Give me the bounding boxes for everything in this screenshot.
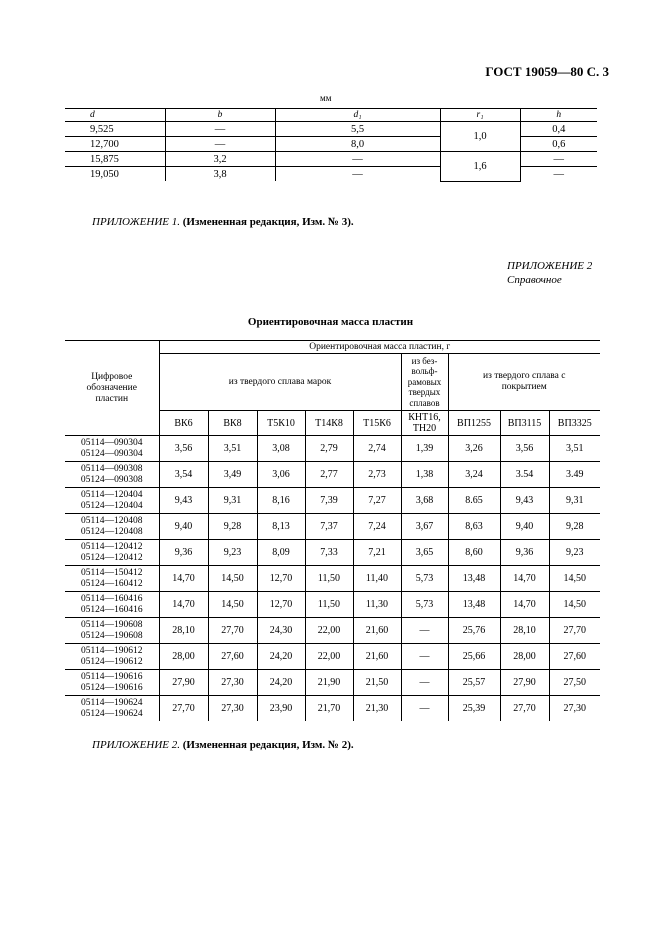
mass-value-cell: — [401, 670, 448, 696]
designation-code: 05124—190608 [80, 630, 143, 641]
dimensions-table [65, 108, 597, 182]
mass-value-cell: 13,48 [448, 592, 500, 618]
appendix2-title: ПРИЛОЖЕНИЕ 2 [507, 260, 593, 272]
appendix1-label: ПРИЛОЖЕНИЕ 1. [92, 216, 180, 228]
mass-value-cell: 27,70 [208, 618, 257, 644]
table-row [65, 462, 600, 488]
mass-value-cell: 25,66 [448, 644, 500, 670]
mass-value-cell: 2,77 [305, 462, 353, 488]
group-tungsten-free-header [401, 354, 448, 411]
mass-value-cell: 3,51 [208, 436, 257, 462]
designation-code: 05124—120412 [80, 552, 143, 563]
cell-d: 9,525 [65, 122, 165, 137]
mass-value-cell: 27,30 [549, 696, 600, 722]
mass-value-cell: 8,13 [257, 514, 305, 540]
designation-code: 05114—120408 [81, 515, 143, 526]
cell-b: 3,8 [165, 167, 275, 182]
mass-value-cell: 25,76 [448, 618, 500, 644]
mass-value-cell: 27,90 [159, 670, 208, 696]
mass-value-cell: 9,23 [208, 540, 257, 566]
mass-value-cell: 8,60 [448, 540, 500, 566]
appendix2-subtitle: Справочное [507, 274, 562, 286]
appendix2-heading [507, 259, 592, 287]
designation-code: 05114—120412 [81, 541, 143, 552]
mass-value-cell: 9,28 [208, 514, 257, 540]
mass-value-cell: 1,38 [401, 462, 448, 488]
mass-value-cell: 27,60 [208, 644, 257, 670]
designation-code: 05124—190616 [80, 682, 143, 693]
mass-value-cell: 5,73 [401, 592, 448, 618]
mass-value-cell: 7,37 [305, 514, 353, 540]
designation-code: 05124—090304 [80, 448, 143, 459]
mass-value-cell: 27,70 [159, 696, 208, 722]
group-tungsten-free-text: из без-вольф-рамовых твердых сплавов [407, 355, 442, 408]
table-row [65, 540, 600, 566]
designation-code: 05114—150412 [81, 567, 143, 578]
mass-value-cell: 14,70 [159, 566, 208, 592]
designation-code: 05124—120404 [80, 500, 143, 511]
col-header-d: d [65, 109, 165, 122]
designation-code: 05114—190608 [81, 619, 143, 630]
table-row [65, 566, 600, 592]
designation-cell [65, 436, 159, 462]
table-row [65, 514, 600, 540]
mass-table-body [65, 436, 600, 722]
grade-header: Т5К10 [257, 411, 305, 436]
mass-value-cell: 11,50 [305, 592, 353, 618]
mass-value-cell: 14,70 [500, 592, 549, 618]
designation-cell [65, 566, 159, 592]
designation-cell [65, 462, 159, 488]
cell-h: 0,4 [520, 122, 597, 137]
mass-value-cell: 9,23 [549, 540, 600, 566]
appendix2-note [92, 739, 354, 751]
mass-value-cell: 27,70 [549, 618, 600, 644]
designation-cell [65, 514, 159, 540]
designation-code: 05114—190624 [81, 697, 143, 708]
designation-cell [65, 592, 159, 618]
mass-value-cell: 21,60 [353, 618, 401, 644]
mass-value-cell: 12,70 [257, 592, 305, 618]
mass-value-cell: 22,00 [305, 618, 353, 644]
cell-b: 3,2 [165, 152, 275, 167]
group-hard-header: из твердого сплава марок [159, 354, 401, 411]
cell-d1: 8,0 [275, 137, 440, 152]
mass-value-cell: 11,30 [353, 592, 401, 618]
cell-d: 15,875 [65, 152, 165, 167]
mass-value-cell: 7,27 [353, 488, 401, 514]
table2-header-row-1 [65, 341, 600, 354]
grade-header: Т15К6 [353, 411, 401, 436]
grade-header [401, 411, 448, 436]
cell-r1: 1,0 [440, 122, 520, 152]
mass-value-cell: 22,00 [305, 644, 353, 670]
mass-value-cell: — [401, 618, 448, 644]
grade-header-text: КНТ16, ТН20 [408, 412, 441, 434]
mass-value-cell: 28,10 [159, 618, 208, 644]
mass-value-cell: 3,06 [257, 462, 305, 488]
mass-value-cell: 23,90 [257, 696, 305, 722]
designation-code: 05114—120404 [81, 489, 143, 500]
mass-value-cell: 24,30 [257, 618, 305, 644]
mass-value-cell: 11,40 [353, 566, 401, 592]
cell-b: — [165, 122, 275, 137]
designation-code: 05124—120408 [80, 526, 143, 537]
grade-header: ВП3115 [500, 411, 549, 436]
mass-value-cell: 1,39 [401, 436, 448, 462]
mass-value-cell: 2,73 [353, 462, 401, 488]
mass-value-cell: 14,50 [208, 592, 257, 618]
table-row [65, 592, 600, 618]
designation-code: 05124—160416 [80, 604, 143, 615]
mass-value-cell: 3,08 [257, 436, 305, 462]
designation-code: 05114—190616 [81, 671, 143, 682]
grade-header: ВК8 [208, 411, 257, 436]
mass-value-cell: 27,30 [208, 696, 257, 722]
designation-code: 05114—090304 [81, 437, 143, 448]
table-row [65, 152, 597, 167]
mass-value-cell: 3.54 [500, 462, 549, 488]
appendix1-note [92, 216, 354, 228]
mass-value-cell: 3,68 [401, 488, 448, 514]
mass-value-cell: 25,57 [448, 670, 500, 696]
mass-value-cell: 14,50 [549, 592, 600, 618]
mass-value-cell: 9,31 [549, 488, 600, 514]
mass-value-cell: 3,24 [448, 462, 500, 488]
mass-value-cell: 3,56 [500, 436, 549, 462]
mass-value-cell: 13,48 [448, 566, 500, 592]
mass-value-cell: 7,33 [305, 540, 353, 566]
mass-header: Ориентировочная масса пластин, г [159, 341, 600, 354]
mass-value-cell: 24,20 [257, 670, 305, 696]
mass-value-cell: 3,65 [401, 540, 448, 566]
designation-code: 05114—190612 [81, 645, 143, 656]
cell-r1: 1,6 [440, 152, 520, 182]
group-coated-text: из твердого сплава с покрытием [483, 371, 566, 392]
mass-value-cell: 14,70 [159, 592, 208, 618]
cell-d1: — [275, 167, 440, 182]
mass-value-cell: 7,24 [353, 514, 401, 540]
table-row [65, 488, 600, 514]
designation-header-text: Цифровое обозначение пластин [86, 371, 137, 404]
mass-value-cell: 5,73 [401, 566, 448, 592]
designation-cell [65, 644, 159, 670]
mass-value-cell: 27,70 [500, 696, 549, 722]
mass-value-cell: 9,43 [500, 488, 549, 514]
mass-value-cell: 28,00 [500, 644, 549, 670]
designation-cell [65, 488, 159, 514]
mass-value-cell: 3,56 [159, 436, 208, 462]
table2-title: Ориентировочная масса пластин [247, 316, 414, 328]
mass-value-cell: 27,60 [549, 644, 600, 670]
mass-value-cell: 3.49 [549, 462, 600, 488]
col-header-h: h [520, 109, 597, 122]
designation-code: 05114—160416 [81, 593, 143, 604]
mass-value-cell: 3,51 [549, 436, 600, 462]
designation-cell [65, 670, 159, 696]
group-coated-header [448, 354, 600, 411]
mass-value-cell: 14,50 [549, 566, 600, 592]
table1-unit: мм [320, 93, 332, 103]
mass-value-cell: 9,36 [159, 540, 208, 566]
table1-header-row [65, 109, 597, 122]
mass-value-cell: 14,70 [500, 566, 549, 592]
cell-d: 12,700 [65, 137, 165, 152]
designation-cell [65, 540, 159, 566]
designation-cell [65, 696, 159, 722]
designation-code: 05114—090308 [81, 463, 143, 474]
mass-value-cell: 3,49 [208, 462, 257, 488]
mass-value-cell: — [401, 644, 448, 670]
mass-value-cell: 9,40 [159, 514, 208, 540]
table-row [65, 696, 600, 722]
mass-value-cell: 28,00 [159, 644, 208, 670]
mass-value-cell: 14,50 [208, 566, 257, 592]
grade-header: ВП1255 [448, 411, 500, 436]
mass-value-cell: 27,50 [549, 670, 600, 696]
mass-value-cell: 3,54 [159, 462, 208, 488]
mass-value-cell: 24,20 [257, 644, 305, 670]
grade-header: Т14К8 [305, 411, 353, 436]
mass-value-cell: 21,50 [353, 670, 401, 696]
designation-cell [65, 618, 159, 644]
designation-code: 05124—190612 [80, 656, 143, 667]
appendix2-revision: (Измененная редакция, Изм. № 2). [182, 739, 354, 751]
mass-value-cell: 7,21 [353, 540, 401, 566]
table-row [65, 436, 600, 462]
page-header: ГОСТ 19059—80 С. 3 [485, 64, 609, 79]
mass-value-cell: 8.65 [448, 488, 500, 514]
table-row [65, 670, 600, 696]
mass-value-cell: 7,39 [305, 488, 353, 514]
mass-value-cell: 25,39 [448, 696, 500, 722]
mass-value-cell: — [401, 696, 448, 722]
col-header-d1: d₁ [275, 109, 440, 122]
mass-value-cell: 8,63 [448, 514, 500, 540]
mass-value-cell: 28,10 [500, 618, 549, 644]
mass-value-cell: 21,30 [353, 696, 401, 722]
mass-value-cell: 8,16 [257, 488, 305, 514]
col-header-b: b [165, 109, 275, 122]
designation-code: 05124—190624 [80, 708, 143, 719]
mass-value-cell: 27,90 [500, 670, 549, 696]
col-header-r1: r₁ [440, 109, 520, 122]
cell-h: — [520, 167, 597, 182]
mass-value-cell: 2,74 [353, 436, 401, 462]
designation-code: 05124—090308 [80, 474, 143, 485]
table-row [65, 618, 600, 644]
table-row [65, 644, 600, 670]
mass-value-cell: 9,28 [549, 514, 600, 540]
grade-header: ВК6 [159, 411, 208, 436]
mass-value-cell: 21,60 [353, 644, 401, 670]
table-row [65, 122, 597, 137]
mass-value-cell: 3,67 [401, 514, 448, 540]
cell-d1: — [275, 152, 440, 167]
designation-header [65, 341, 159, 436]
cell-d1: 5,5 [275, 122, 440, 137]
cell-h: — [520, 152, 597, 167]
mass-value-cell: 21,90 [305, 670, 353, 696]
mass-value-cell: 11,50 [305, 566, 353, 592]
appendix1-revision: (Измененная редакция, Изм. № 3). [182, 216, 354, 228]
cell-d: 19,050 [65, 167, 165, 182]
mass-value-cell: 2,79 [305, 436, 353, 462]
mass-table [65, 340, 600, 721]
grade-header: ВП3325 [549, 411, 600, 436]
mass-value-cell: 21,70 [305, 696, 353, 722]
mass-value-cell: 9,40 [500, 514, 549, 540]
mass-value-cell: 9,36 [500, 540, 549, 566]
mass-value-cell: 9,31 [208, 488, 257, 514]
mass-value-cell: 9,43 [159, 488, 208, 514]
cell-b: — [165, 137, 275, 152]
mass-value-cell: 3,26 [448, 436, 500, 462]
designation-code: 05124—160412 [80, 578, 143, 589]
cell-h: 0,6 [520, 137, 597, 152]
mass-value-cell: 8,09 [257, 540, 305, 566]
mass-value-cell: 27,30 [208, 670, 257, 696]
appendix2-label: ПРИЛОЖЕНИЕ 2. [92, 739, 180, 751]
mass-value-cell: 12,70 [257, 566, 305, 592]
